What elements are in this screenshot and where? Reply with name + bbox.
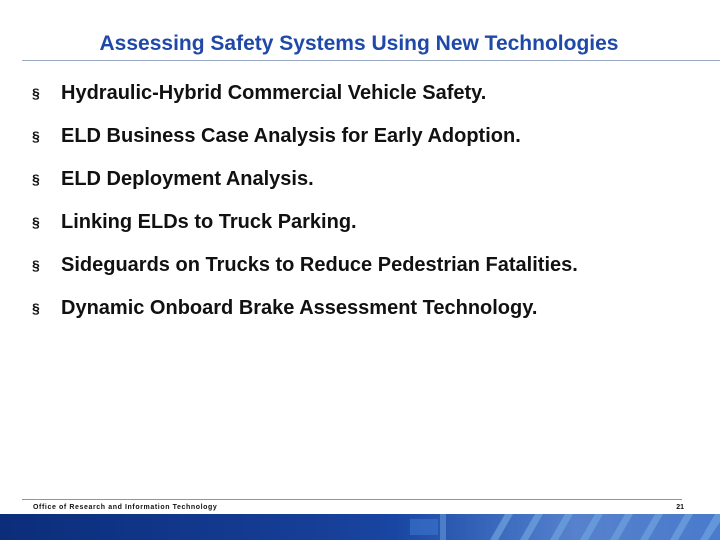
- footer-divider: [22, 499, 682, 500]
- bullet-marker: §: [32, 85, 40, 101]
- bullet-text: ELD Deployment Analysis.: [61, 168, 314, 190]
- bullet-text: Linking ELDs to Truck Parking.: [61, 211, 357, 233]
- bullet-marker: §: [32, 214, 40, 230]
- title-divider: [22, 60, 720, 61]
- page-number: 21: [676, 504, 684, 511]
- slide-title: Assessing Safety Systems Using New Technologies: [99, 32, 619, 55]
- bullet-text: Dynamic Onboard Brake Assessment Technology.: [61, 297, 538, 319]
- bullet-text: Sideguards on Trucks to Reduce Pedestrian Fatalities.: [61, 254, 578, 276]
- footer-office-label: Office of Research and Information Technology: [33, 504, 218, 511]
- bullet-marker: §: [32, 257, 40, 273]
- bullet-marker: §: [32, 171, 40, 187]
- bullet-text: ELD Business Case Analysis for Early Adoption.: [61, 125, 521, 147]
- bullet-marker: §: [32, 128, 40, 144]
- bullet-marker: §: [32, 300, 40, 316]
- footer-band-graphic: [0, 514, 720, 540]
- bullet-text: Hydraulic-Hybrid Commercial Vehicle Safety.: [61, 82, 487, 104]
